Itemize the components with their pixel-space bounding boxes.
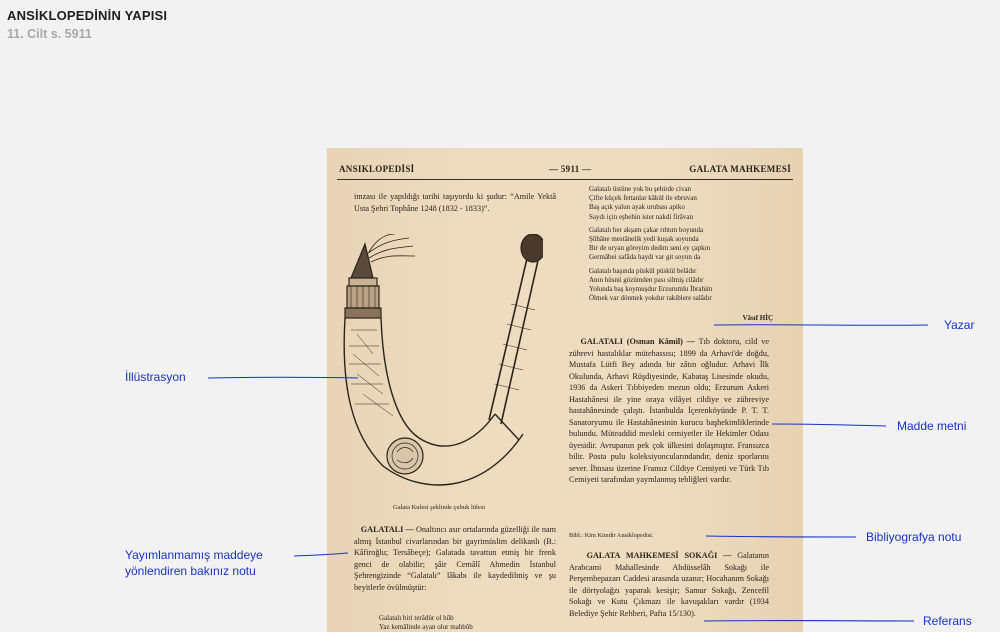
leader-bibliyografya — [706, 536, 856, 537]
annotation-referans: Referans — [923, 614, 972, 628]
author-signature: Vâsıf HİÇ — [742, 314, 773, 322]
leader-madde-metni — [772, 424, 886, 426]
page-subtitle: 11. Cilt s. 5911 — [7, 27, 92, 41]
osman-kamil-body: Tıb doktoru, cild ve zührevi hastalıklar mütehassısı; 1899 da Arhavi'de doğdu, Mustafa Lütfi Bey adında bir zâtın oğludur. Arhavi İlk Okulunda, Arhavi Rüşdiyesinde, Kabataş Lisesinde okudu, 1936 da Askeri Tıbbiyeden mezun oldu; Erzurum Askeri Hastahânesi ile yine oraya vilâyet cildiye ve zühreviye hastahânesinde çalıştı. İstanbulda İçerenköyünde P. T. T. Sanatoryumu ile Hastahânesinin kurucu başhekimliklerinde bulundu. Müteaddid mesleki cemiyetler ile Hekimler Odası üyesidir. Avrupanın pek çok ülkesini dolaşmıştır. Fransızca bilir. Posta pulu koleksiyoncularındandır, deniz sporlarını sever. İhtısası üzerine Fransız Cildiye Cemiyeti ve Türk Tıb Cemiyeti tarafından yaymlanmış tebliğleri vardır. — [569, 337, 769, 484]
osman-kamil-headword: GALATALI (Osman Kâmil) — — [580, 337, 695, 346]
page-number: — 5911 — — [549, 164, 592, 174]
running-head-left: ANSIKLOPEDİSİ — [339, 164, 415, 174]
annotation-bibliyografya: Bibliyografya notu — [866, 530, 962, 544]
mahkemesi-sokagi-headword: GALATA MAHKEMESİ SOKAĞI — — [586, 551, 732, 560]
left-top-text: imzası ile yapıldığı tarihi taşıyordu ki şudur: “Amile Yektâ Usta Şehri Tophâne 1248 (1832 - 1833)”. — [354, 192, 556, 213]
galatali-verse: Galatalı biri terâdür ol hûb Yaz kemâlinde ayan olur mahbûb — [379, 614, 473, 632]
annotation-yayimlanmamis: Yayımlanmamış maddeye yönlendiren bakınız notu — [125, 548, 263, 578]
annotation-madde-metni: Madde metni — [897, 419, 967, 433]
leader-yazar — [714, 325, 928, 326]
leader-illustrasyon — [208, 377, 358, 378]
annotation-yazar: Yazar — [944, 318, 975, 332]
galatali-headword: GALATALI — — [360, 525, 414, 534]
page-title: ANSİKLOPEDİNİN YAPISI — [7, 8, 168, 23]
galatali-body: Onaltıncı asır ortalarında güzelliği ile nam almış İstanbul civarlarından bir gayrimüslim delikanlı (B.: Kâfiroğlu; Tersâbeçe); Galatada tavattun etmiş bir frenk genci de olabilir; şâir Cemâlî Ahmedin İstanbul Şehrengizinde “Galatalı” lâkabı ile kaydedilmiş ve şu beyitlerle övülmüştür: — [354, 525, 556, 592]
illustration-caption: Galata Kulesi şeklinde çubuk lülesi — [393, 504, 486, 511]
mahkemesi-sokagi-body: Galatanın Arabcami Mahallesinde Abdüsselâh Sokağı ile Perşembepazarı Caddesi arasında uzanır; Hocahanım Sokağı ile dörtyolağzı yaparak kesişir; Samur Sokağı, Zencefil Sokağı ve Kutu Çıkmazı ile kavuşakları vardır (1934 Belediye Şehir Rehberi, Pafta 15/130). — [569, 551, 770, 618]
bibliography-note: Bibl.: Kim Kimdir Ansiklopedisi. — [569, 532, 654, 539]
annotation-illustrasyon: İllüstrasyon — [125, 370, 186, 384]
running-head-right: GALATA MAHKEMESİ — [689, 164, 791, 174]
poem-block: Galatalı üstüne yok bu şehirde civan Çifte küçek fettanlar kâkül ile ebruvan Baş açık yalun ayak urubası apiko Saydı için eşbehin ister nakdi firâvan Galatalı her akşam çakar rıhtım boyunda Şûhâne mestânelik yedi kuşak soyunda Bir de uryan göreyim dedim seni ey çapkın Germâbei safâda haydi var git soyun da Galatalı başında püskül püskül belâdır Anın hüsnü gözümden pası silmiş cilâdır Yolunda baş koymuşdur Erzurumlu İbrahim Ölmek var dönmek yokdur rakiblere salâdır — [589, 185, 713, 303]
leader-yayimlanmamis — [294, 553, 348, 556]
